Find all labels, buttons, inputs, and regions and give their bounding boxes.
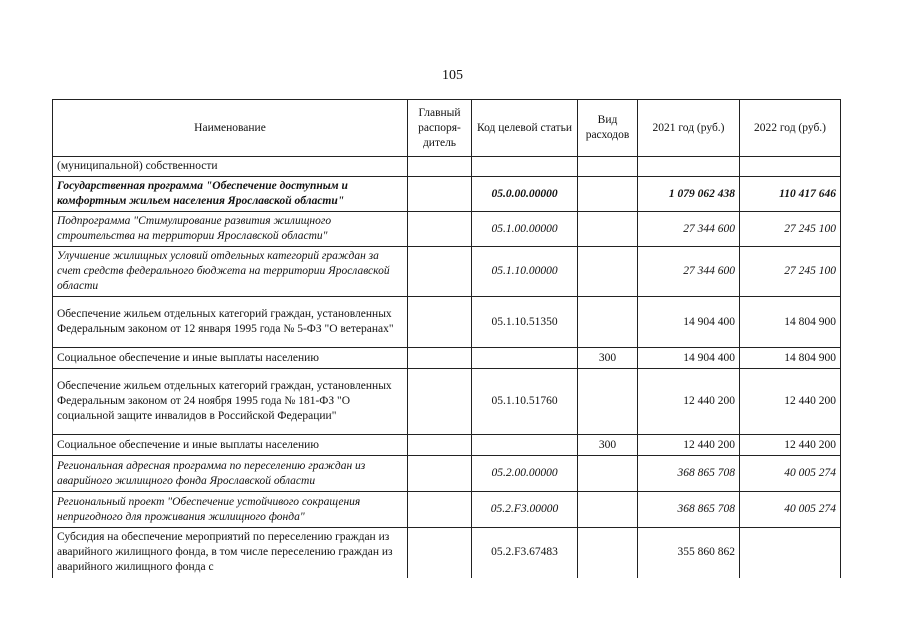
cell-expense-type xyxy=(578,297,638,348)
cell-year-2021: 27 344 600 xyxy=(638,247,740,297)
cell-code: 05.1.10.51760 xyxy=(472,369,578,435)
cell-name: Социальное обеспечение и иные выплаты населению xyxy=(53,348,408,369)
cell-manager xyxy=(408,528,472,578)
cell-manager xyxy=(408,212,472,247)
cell-code: 05.0.00.00000 xyxy=(472,177,578,212)
table-row xyxy=(53,348,841,369)
cell-year-2021: 12 440 200 xyxy=(638,435,740,456)
cell-name: Региональный проект "Обеспечение устойчивого сокращения непригодного для проживания жилищного фонда" xyxy=(53,492,408,528)
cell-name: Региональная адресная программа по переселению граждан из аварийного жилищного фонда Ярославской области xyxy=(53,456,408,492)
cell-year-2022: 40 005 274 xyxy=(740,456,841,492)
cell-code: 05.1.10.51350 xyxy=(472,297,578,348)
cell-name: Обеспечение жильем отдельных категорий граждан, установленных Федеральным законом от 12 января 1995 года № 5-ФЗ "О ветеранах" xyxy=(53,297,408,348)
cell-year-2021: 368 865 708 xyxy=(638,456,740,492)
cell-name: Государственная программа "Обеспечение доступным и комфортным жильем населения Ярославской области" xyxy=(53,177,408,212)
table-row xyxy=(53,157,841,177)
cell-manager xyxy=(408,247,472,297)
table-row xyxy=(53,492,841,528)
cell-year-2021 xyxy=(638,157,740,177)
cell-code: 05.2.F3.67483 xyxy=(472,528,578,578)
cell-year-2021: 1 079 062 438 xyxy=(638,177,740,212)
cell-name: Подпрограмма "Стимулирование развития жилищного строительства на территории Ярославской области" xyxy=(53,212,408,247)
table-row xyxy=(53,369,841,435)
cell-expense-type xyxy=(578,247,638,297)
cell-expense-type xyxy=(578,528,638,578)
table-row xyxy=(53,247,841,297)
table-header-row xyxy=(53,100,841,157)
cell-manager xyxy=(408,456,472,492)
header-year-2021: 2021 год (руб.) xyxy=(638,100,740,157)
header-expense-type: Вид расходов xyxy=(578,100,638,157)
cell-year-2021: 368 865 708 xyxy=(638,492,740,528)
cell-code: 05.2.F3.00000 xyxy=(472,492,578,528)
cell-year-2022: 14 804 900 xyxy=(740,297,841,348)
cell-code xyxy=(472,157,578,177)
cell-expense-type xyxy=(578,369,638,435)
cell-manager xyxy=(408,435,472,456)
cell-manager xyxy=(408,297,472,348)
cell-name: (муниципальной) собственности xyxy=(53,157,408,177)
cell-name: Субсидия на обеспечение мероприятий по переселению граждан из аварийного жилищного фонда, в том числе переселению граждан из аварийного жилищного фонда с xyxy=(53,528,408,578)
cell-year-2021: 14 904 400 xyxy=(638,348,740,369)
cell-name: Улучшение жилищных условий отдельных категорий граждан за счет средств федерального бюджета на территории Ярославской области xyxy=(53,247,408,297)
table-row xyxy=(53,456,841,492)
cell-code: 05.1.00.00000 xyxy=(472,212,578,247)
cell-year-2022: 27 245 100 xyxy=(740,212,841,247)
cell-expense-type xyxy=(578,177,638,212)
budget-table xyxy=(52,99,841,578)
table-row xyxy=(53,177,841,212)
cell-year-2022: 27 245 100 xyxy=(740,247,841,297)
cell-year-2021: 14 904 400 xyxy=(638,297,740,348)
cell-expense-type: 300 xyxy=(578,435,638,456)
cell-expense-type xyxy=(578,157,638,177)
cell-manager xyxy=(408,157,472,177)
cell-expense-type xyxy=(578,212,638,247)
cell-code xyxy=(472,348,578,369)
cell-code: 05.2.00.00000 xyxy=(472,456,578,492)
cell-expense-type xyxy=(578,492,638,528)
cell-year-2021: 12 440 200 xyxy=(638,369,740,435)
cell-year-2022: 14 804 900 xyxy=(740,348,841,369)
table-row xyxy=(53,297,841,348)
table-row xyxy=(53,435,841,456)
cell-year-2022: 110 417 646 xyxy=(740,177,841,212)
cell-year-2022: 40 005 274 xyxy=(740,492,841,528)
cell-year-2022: 12 440 200 xyxy=(740,435,841,456)
table-row xyxy=(53,212,841,247)
header-code: Код целевой статьи xyxy=(472,100,578,157)
cell-year-2021: 355 860 862 xyxy=(638,528,740,578)
cell-code: 05.1.10.00000 xyxy=(472,247,578,297)
cell-expense-type: 300 xyxy=(578,348,638,369)
cell-code xyxy=(472,435,578,456)
cell-name: Обеспечение жильем отдельных категорий граждан, установленных Федеральным законом от 24 ноября 1995 года № 181-ФЗ "О социальной защите инвалидов в Российской Федерации" xyxy=(53,369,408,435)
header-name: Наименование xyxy=(53,100,408,157)
table-row xyxy=(53,528,841,578)
cell-year-2022 xyxy=(740,157,841,177)
page-number: 105 xyxy=(442,68,463,83)
cell-year-2021: 27 344 600 xyxy=(638,212,740,247)
cell-name: Социальное обеспечение и иные выплаты населению xyxy=(53,435,408,456)
cell-year-2022: 12 440 200 xyxy=(740,369,841,435)
cell-expense-type xyxy=(578,456,638,492)
cell-manager xyxy=(408,492,472,528)
cell-manager xyxy=(408,369,472,435)
header-manager: Главный распоря-дитель xyxy=(408,100,472,157)
cell-year-2022 xyxy=(740,528,841,578)
header-year-2022: 2022 год (руб.) xyxy=(740,100,841,157)
cell-manager xyxy=(408,177,472,212)
table-body xyxy=(53,157,841,578)
cell-manager xyxy=(408,348,472,369)
